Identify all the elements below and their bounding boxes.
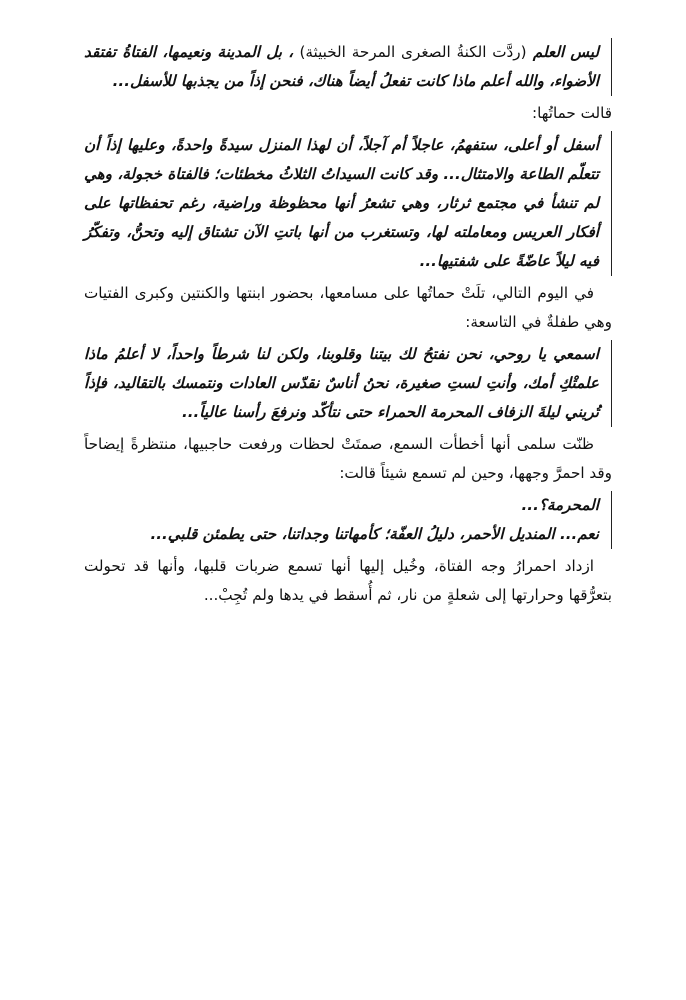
paragraph-3: ظنّت سلمى أنها أخطأت السمع، صمتَتْ لحظات ورفعت حاجبيها، منتظرةً إيضاحاً وقد احمرَّ وجهها، وحين لم تسمع شيئاً قالت: [84,435,612,482]
paragraph-1: قالت حماتُها: [531,104,612,122]
quote-block-3 [84,340,612,427]
quote-block-1 [84,38,612,96]
quote-1-parenthetical: (ردَّت الكنةُ الصغرى المرحة الخبيثة) [299,43,527,61]
quote-1-text [84,38,599,96]
paragraph-2: في اليوم التالي، تلَتْ حماتُها على مسامعها، بحضور ابنتها والكنتين وكبرى الفتيات وهي طفلةٌ في التاسعة: [84,284,612,331]
quote-1-lead: ليس العلم [532,43,600,61]
quote-3-text: اسمعي يا روحي، نحن نفتحُ لك بيتنا وقلوبنا، ولكن لنا شرطاً واحداً، لا أعلمُ ماذا علمتْكِ أمك، وأنتِ لستِ صغيرة، نحنُ أناسٌ نقدّس العادات ونتمسك بالتقاليد، فإذاً تُريني ليلةَ الزفاف المحرمة الحمراء حتى نتأكّد ونرفعَ رأسنا عالياً... [84,345,599,421]
quote-block-4 [84,491,612,549]
paragraph-4: ازداد احمرارُ وجه الفتاة، وخُيل إليها أنها تسمع ضربات قلبها، وأنها قد تحولت بتعرُّقها وحرارتها إلى شعلةٍ من نار، ثم أُسقط في يدها ولم تُجِبْ... [84,557,612,604]
quote-4-line-1: المحرمة؟... [521,496,599,514]
document-page [84,38,612,610]
quote-1-rest: ، بل المدينة ونعيمها، الفتاةُ تفتقد الأضواء، والله أعلم ماذا كانت تفعلُ أيضاً هناك، فنحن إذاً من يجذبها للأسفل... [84,43,599,90]
quote-4-line-2: نعم... المنديل الأحمر، دليلُ العفّة؛ كأمهاتنا وجداتنا، حتى يطمئن قلبي... [150,525,599,543]
quote-2-text: أسفل أو أعلى، ستفهمُ، عاجلاً أم آجلاً، أن لهذا المنزل سيدةً واحدةً، وعليها إذاً أن تتعلّم الطاعة والامتثال... وقد كانت السيداتُ الثلاثُ مخطئات؛ فالفتاة خجولة، وهي لم تنشأ في مجتمع ثرثار، وهي تشعرُ أنها محظوظة وراضية، رغم تحفظاتها على أفكار العريس ومعاملته لها، وتستغرب من أنها باتتِ الآن تشتاق إليه وتحنُّ، وتفكّرُ فيه ليلاً عاضّةً على شفتيها... [84,136,599,270]
quote-block-2 [84,131,612,276]
